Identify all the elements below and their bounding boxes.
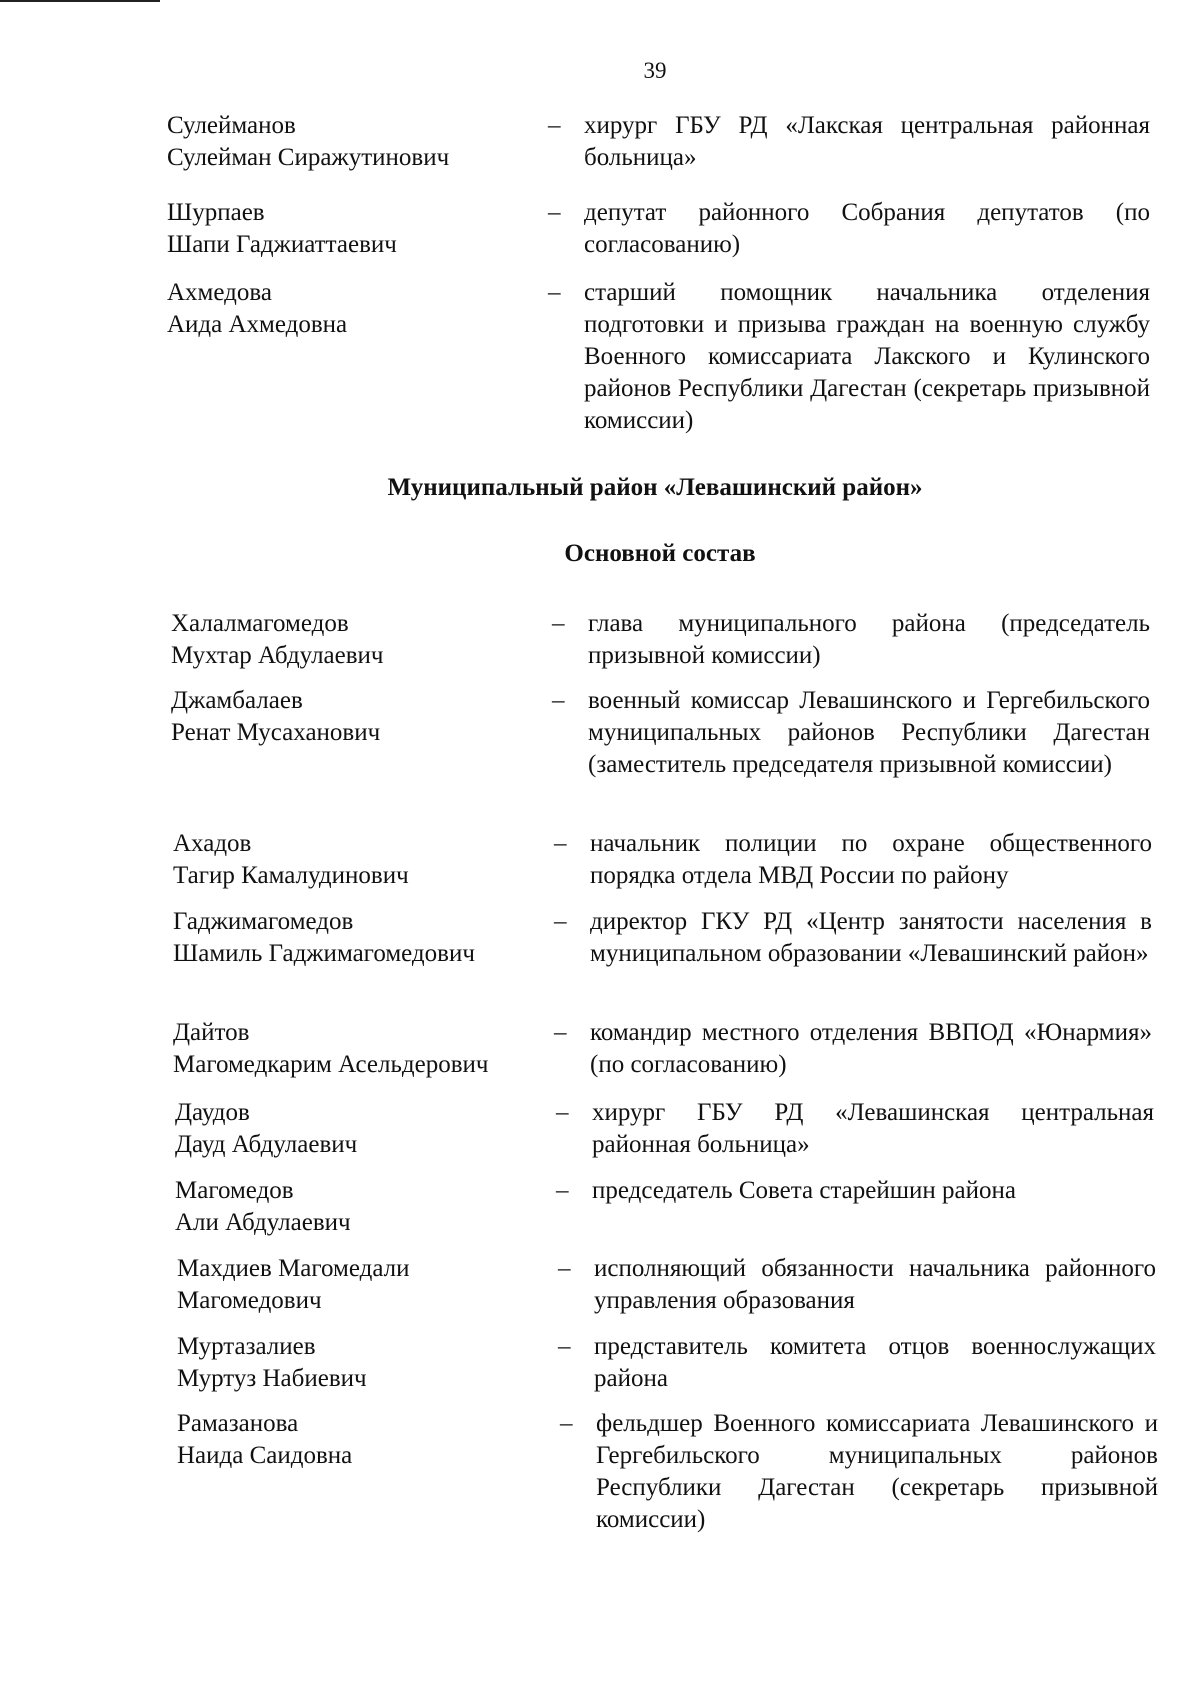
dash: – [558, 1333, 571, 1360]
member-given-name: Шапи Гаджиаттаевич [167, 231, 397, 258]
member-name [167, 197, 567, 261]
member-given-name: Аида Ахмедовна [167, 311, 348, 338]
member-given-name: Тагир Камалудинович [173, 862, 409, 889]
member-given-name: Мухтар Абдулаевич [171, 642, 384, 669]
member-surname: Даудов [175, 1099, 250, 1126]
member-surname: Шурпаев [167, 199, 265, 226]
member-name [167, 110, 567, 174]
dash: – [554, 830, 567, 857]
member-role: глава муниципального района (председатель призывной комиссии) [588, 610, 1150, 669]
dash: – [552, 687, 565, 714]
member-name [175, 1175, 575, 1239]
dash: – [560, 1410, 573, 1437]
member-role: военный комиссар Левашинского и Гергебильского муниципальных районов Республики Дагестан (заместитель председателя призывной комиссии) [588, 687, 1150, 778]
member-surname: Дайтов [173, 1019, 250, 1046]
member-name [173, 1017, 573, 1081]
member-name [175, 1097, 575, 1161]
dash: – [548, 199, 561, 226]
member-name [173, 828, 573, 892]
member-given-name: Наида Саидовна [177, 1442, 353, 1469]
top-rule [0, 0, 160, 2]
subsection-title: Основной состав [564, 540, 756, 567]
dash: – [558, 1255, 571, 1282]
member-role: исполняющий обязанности начальника районного управления образования [594, 1255, 1156, 1314]
member-surname: Муртазалиев [177, 1333, 316, 1360]
member-given-name: Магомедович [177, 1287, 322, 1314]
member-role: председатель Совета старейшин района [592, 1177, 1016, 1204]
member-surname: Ахмедова [167, 279, 272, 306]
dash: – [554, 1019, 567, 1046]
member-surname: Гаджимагомедов [173, 908, 354, 935]
member-name [167, 277, 567, 341]
member-name [171, 608, 571, 672]
member-role: начальник полиции по охране общественного порядка отдела МВД России по району [590, 830, 1152, 889]
member-surname: Халалмагомедов [171, 610, 349, 637]
member-surname: Рамазанова [177, 1410, 299, 1437]
member-surname: Ахадов [173, 830, 252, 857]
dash: – [556, 1177, 569, 1204]
member-given-name: Дауд Абдулаевич [175, 1131, 358, 1158]
dash: – [548, 112, 561, 139]
member-role: старший помощник начальника отделения подготовки и призыва граждан на военную службу Военного комиссариата Лакского и Кулинского районов Республики Дагестан (секретарь призывной комиссии) [584, 279, 1150, 434]
member-surname: Магомедов [175, 1177, 294, 1204]
dash: – [556, 1099, 569, 1126]
member-given-name: Али Абдулаевич [175, 1209, 351, 1236]
member-name [177, 1253, 577, 1317]
page-number: 39 [643, 58, 667, 83]
member-surname: Махдиев Магомедали [177, 1255, 410, 1282]
member-name [177, 1331, 577, 1395]
member-role: фельдшер Военного комиссариата Левашинского и Гергебильского муниципальных районов Республики Дагестан (секретарь призывной комиссии) [596, 1410, 1158, 1533]
member-role: хирург ГБУ РД «Левашинская центральная районная больница» [592, 1099, 1154, 1158]
member-role: представитель комитета отцов военнослужащих района [594, 1333, 1156, 1392]
member-name [173, 906, 573, 970]
member-given-name: Магомедкарим Асельдерович [173, 1051, 489, 1078]
member-given-name: Сулейман Сиражутинович [167, 144, 450, 171]
member-surname: Сулейманов [167, 112, 296, 139]
dash: – [552, 610, 565, 637]
member-name [177, 1408, 577, 1472]
member-surname: Джамбалаев [171, 687, 303, 714]
member-given-name: Муртуз Набиевич [177, 1365, 367, 1392]
member-role: депутат районного Собрания депутатов (по согласованию) [584, 199, 1150, 258]
member-given-name: Шамиль Гаджимагомедович [173, 940, 475, 967]
member-name [171, 685, 571, 749]
section-title: Муниципальный район «Левашинский район» [387, 474, 923, 501]
member-given-name: Ренат Мусаханович [171, 719, 381, 746]
dash: – [548, 279, 561, 306]
dash: – [554, 908, 567, 935]
member-role: директор ГКУ РД «Центр занятости населения в муниципальном образовании «Левашинский район» [590, 908, 1152, 967]
member-role: хирург ГБУ РД «Лакская центральная районная больница» [584, 112, 1150, 171]
member-role: командир местного отделения ВВПОД «Юнармия» (по согласованию) [590, 1019, 1152, 1078]
